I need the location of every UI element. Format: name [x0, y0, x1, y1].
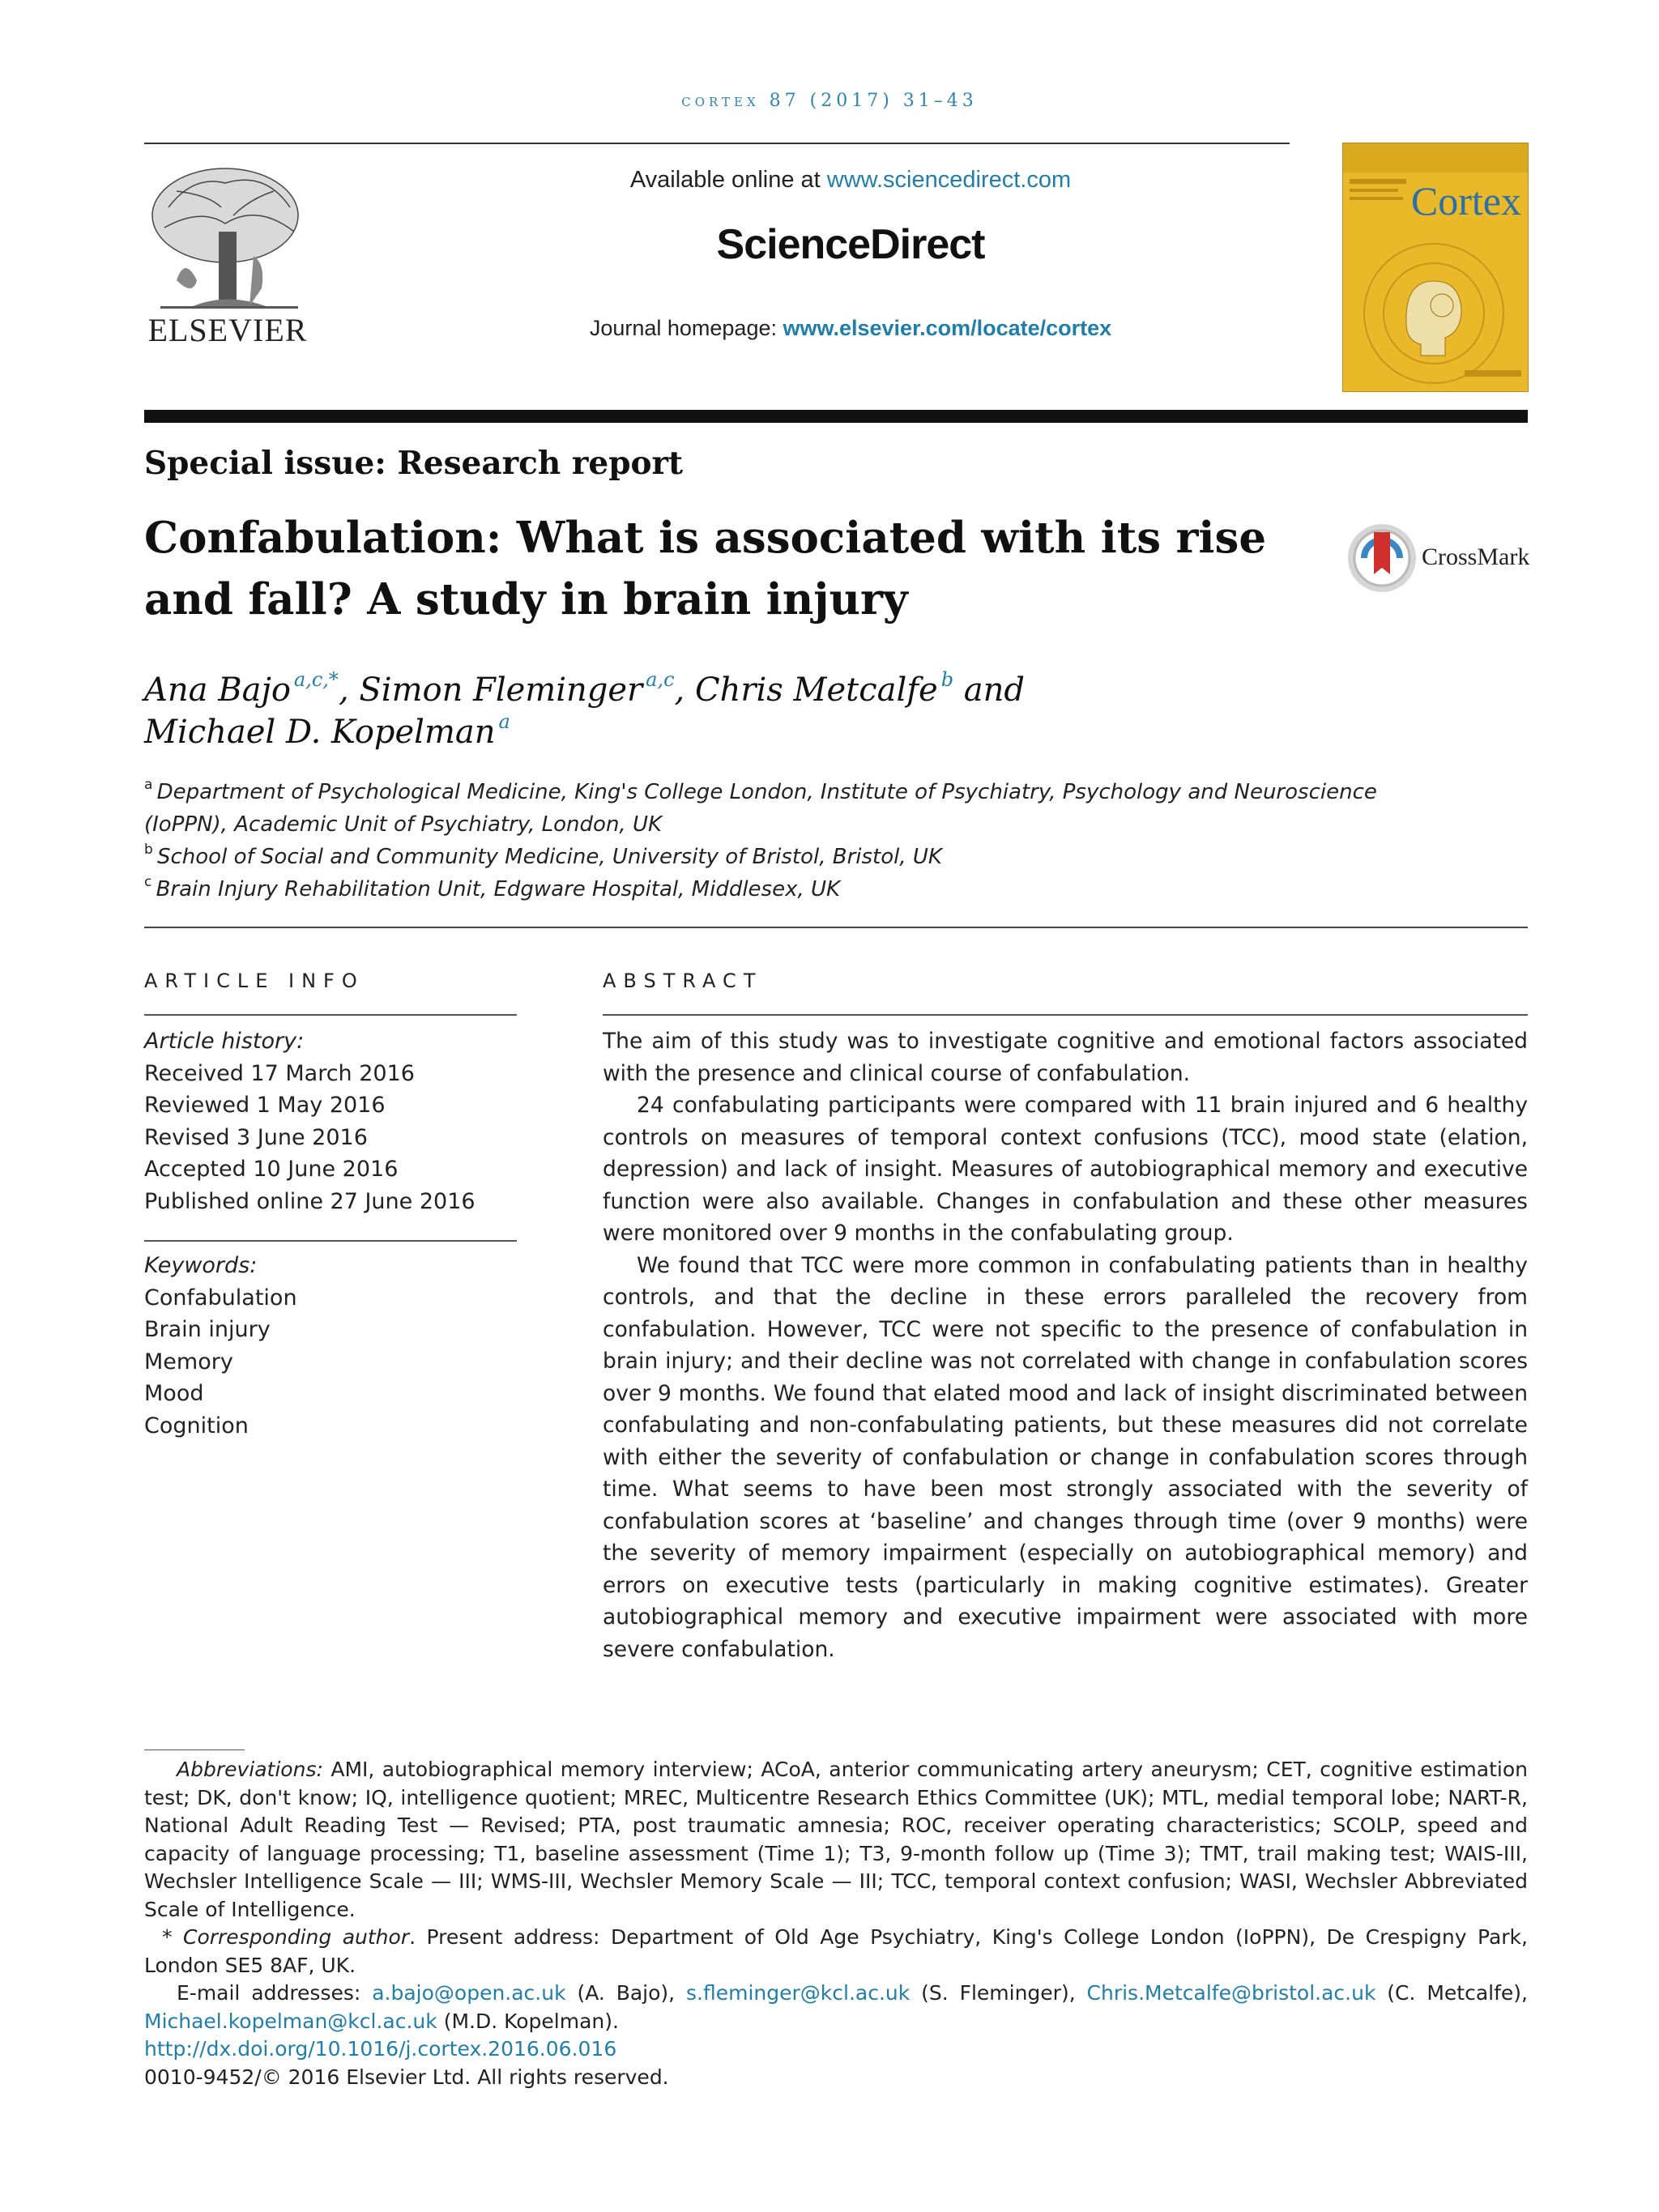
history-item: Accepted 10 June 2016	[144, 1157, 399, 1182]
affiliation-key: b	[144, 842, 153, 858]
running-head: cortex 87 (2017) 31–43	[681, 91, 978, 111]
author-list	[144, 669, 1359, 753]
keywords-label: Keywords:	[144, 1253, 258, 1278]
keywords	[144, 1250, 525, 1442]
article-info-rule	[144, 1014, 517, 1016]
article-title: Confabulation: What is associated with its rise and fall? A study in brain injury	[144, 513, 1267, 624]
email-link[interactable]: Chris.Metcalfe@bristol.ac.uk	[1086, 1981, 1376, 2005]
history-item: Received 17 March 2016	[144, 1060, 415, 1086]
author-conjunction: and	[953, 671, 1026, 709]
abstract-heading: ABSTRACT	[603, 970, 763, 992]
author-name[interactable]: Simon Fleminger	[359, 671, 643, 709]
abbreviations-label: Abbreviations:	[177, 1758, 323, 1781]
crossmark-icon[interactable]	[1346, 522, 1418, 594]
keyword: Brain injury	[144, 1317, 271, 1342]
keyword: Cognition	[144, 1413, 249, 1438]
affiliations	[144, 776, 1377, 906]
section-label: Special issue: Research report	[144, 445, 684, 482]
author-name[interactable]: Chris Metcalfe	[694, 671, 938, 709]
abstract-body	[603, 1025, 1528, 1665]
doi-line	[144, 2035, 1528, 2064]
header-thick-rule	[144, 410, 1528, 423]
affiliation-line: $^b$ School of Social and Community Medicine, University of Bristol, Bristol, UK	[144, 842, 942, 869]
section-rule	[144, 927, 1528, 928]
abstract-rule	[603, 1014, 1528, 1016]
cover-title: Cortex	[1410, 178, 1521, 224]
affiliation-key: a	[144, 777, 153, 793]
crossmark-label[interactable]: CrossMark	[1422, 543, 1530, 570]
copyright-line: 0010-9452/© 2016 Elsevier Ltd. All rights reserved.	[144, 2065, 669, 2089]
author-name[interactable]: Michael D. Kopelman	[144, 714, 496, 751]
email-note: E-mail addresses: a.bajo@open.ac.uk (A. Bajo), s.fleminger@kcl.ac.uk (S. Fleminger), Chris.Metcalfe@bristol.ac.uk (C. Metcalfe), Michael.kopelman@kcl.ac.uk (M.D. Kopelman).	[144, 1981, 1528, 2033]
sciencedirect-brand: ScienceDirect	[716, 221, 985, 268]
abstract-paragraph: The aim of this study was to investigate cognitive and emotional factors associated with the presence and clinical course of confabulation.	[603, 1029, 1528, 1086]
abstract-paragraph: We found that TCC were more common in confabulating patients than in healthy controls, and that the decline in these errors paralleled the recovery from confabulation. However, TCC were not specific to the presence of confabulation in brain injury; and their decline was not correlated with change in confabulation scores over 9 months. We found that elated mood and lack of insight discriminated between confabulating and non-confabulating patients, but these measures did not correlate with either the severity of confabulation or change in confabulation scores through time. What seems to have been most strongly associated with the severity of confabulation scores at ‘baseline’ and changes through time (over 9 months) were the severity of memory impairment (especially on autobiographical memory) and errors on executive tests (particularly in making cognitive estimates). Greater autobiographical memory and executive impairment were associated with more severe confabulation.	[603, 1252, 1528, 1662]
affiliation-line: (IoPPN), Academic Unit of Psychiatry, London, UK	[144, 812, 663, 837]
corresponding-star: *	[162, 1925, 183, 1949]
author-affiliation-marker[interactable]: a,c,*	[293, 668, 339, 691]
author-affiliation-marker[interactable]: a,c	[646, 668, 675, 691]
header-rule	[144, 143, 1290, 144]
abstract-paragraph: 24 confabulating participants were compared with 11 brain injured and 6 healthy controls on measures of temporal context confusions (TCC), mood state (elation, depression) and lack of insight. Measures of autobiographical memory and executive function were also available. Changes in confabulation and these other measures were monitored over 9 months in the confabulating group.	[603, 1093, 1528, 1246]
corresponding-label: Corresponding author	[182, 1925, 410, 1949]
email-link[interactable]: a.bajo@open.ac.uk	[372, 1981, 566, 2005]
history-item: Published online 27 June 2016	[144, 1188, 476, 1214]
author-separator: ,	[674, 671, 695, 709]
sciencedirect-link[interactable]: www.sciencedirect.com	[826, 167, 1072, 193]
article-history-label: Article history:	[144, 1029, 305, 1054]
email-link[interactable]: s.fleminger@kcl.ac.uk	[686, 1981, 911, 2005]
journal-homepage-link[interactable]: www.elsevier.com/locate/cortex	[783, 316, 1112, 340]
affiliation-line: $^a$ Department of Psychological Medicine, King's College London, Institute of Psychiatry, Psychology and Neuroscience	[144, 777, 1377, 804]
author-affiliation-marker[interactable]: b	[940, 668, 954, 691]
article-history	[144, 1025, 525, 1217]
footnotes	[144, 1756, 1528, 2091]
abbreviations-note: Abbreviations: AMI, autobiographical memory interview; ACoA, anterior communicating artery aneurysm; CET, cognitive estimation test; DK, don't know; IQ, intelligence quotient; MREC, Multicentre Research Ethics Committee (UK); MTL, medial temporal lobe; NART-R, National Adult Reading Test — Revised; PTA, post traumatic amnesia; ROC, receiver operating characteristics; SCOLP, speed and capacity of language processing; T1, baseline assessment (Time 1); T3, 9-month follow up (Time 3); TMT, trail making test; WAIS-III, Wechsler Intelligence Scale — III; WMS-III, Wechsler Memory Scale — III; TCC, temporal context confusion; WASI, Wechsler Abbreviated Scale of Intelligence.	[144, 1758, 1528, 1921]
journal-cover-image	[1342, 143, 1529, 392]
keyword: Confabulation	[144, 1285, 297, 1311]
author-separator: ,	[338, 671, 360, 709]
homepage-prefix: Journal homepage:	[589, 316, 783, 340]
available-prefix: Available online at	[629, 167, 827, 193]
history-item: Revised 3 June 2016	[144, 1124, 368, 1150]
corresponding-author-note: * Corresponding author. Present address: Department of Old Age Psychiatry, King's College London (IoPPN), De Crespigny Park, London SE5 8AF, UK.	[144, 1925, 1528, 1977]
affiliation-line: $^c$ Brain Injury Rehabilitation Unit, Edgware Hospital, Middlesex, UK	[144, 874, 841, 901]
publisher-name: ELSEVIER	[147, 312, 308, 348]
email-label: E-mail addresses:	[177, 1981, 373, 2005]
history-item: Reviewed 1 May 2016	[144, 1093, 386, 1118]
author-name[interactable]: Ana Bajo	[144, 671, 291, 709]
article-info-heading: ARTICLE INFO	[144, 970, 365, 992]
keyword: Mood	[144, 1381, 204, 1406]
email-link[interactable]: Michael.kopelman@kcl.ac.uk	[144, 2009, 437, 2033]
affiliation-key: c	[144, 874, 152, 890]
author-affiliation-marker[interactable]: a	[498, 710, 510, 733]
keyword: Memory	[144, 1349, 233, 1375]
doi-link[interactable]: http://dx.doi.org/10.1016/j.cortex.2016.06.016	[144, 2037, 617, 2061]
keywords-rule	[144, 1240, 517, 1242]
